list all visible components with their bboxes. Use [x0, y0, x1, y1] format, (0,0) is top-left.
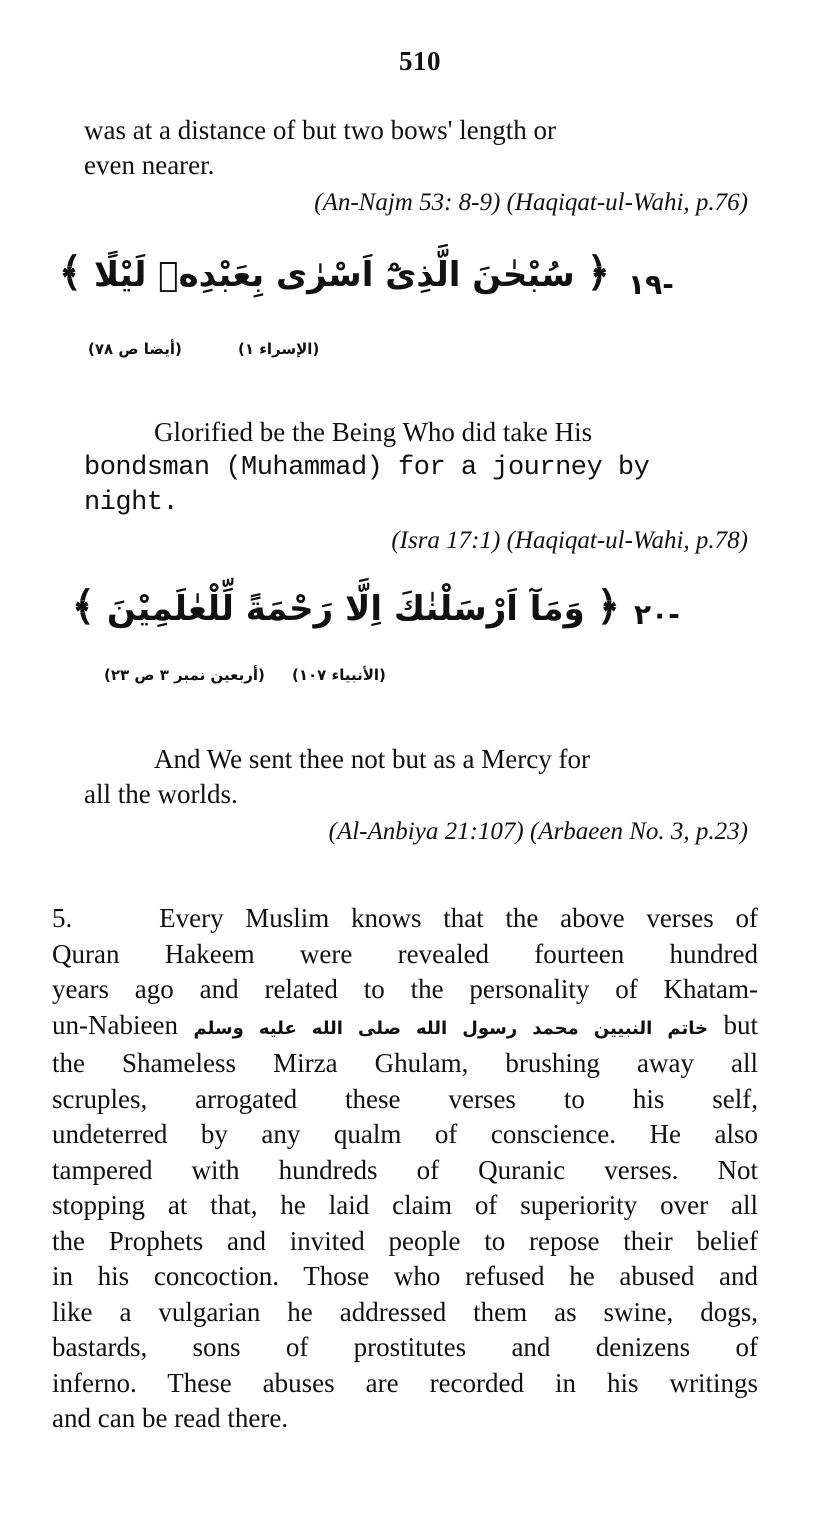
text-segment: but [723, 1009, 759, 1040]
verse-text: وَمَآ اَرْسَلْنٰكَ اِلَّا رَحْمَةً لِّلْعٰلَمِيْنَ [106, 589, 585, 629]
citation: (An-Najm 53: 8-9) (Haqiqat-ul-Wahi, p.76) [314, 189, 748, 216]
book-reference: (أيضا ص ٧٨) [88, 340, 182, 358]
paragraph-line: like a vulgarian he addressed them as swine, dogs, [52, 1296, 758, 1327]
paragraph-line: stopping at that, he laid claim of superiority over all [52, 1190, 758, 1220]
paragraph-line: in his concoction. Those who refused he abused and [52, 1261, 758, 1291]
citation: (Al-Anbiya 21:107) (Arbaeen No. 3, p.23) [328, 818, 748, 845]
arabic-verse-19 [58, 250, 610, 296]
ornate-brace-left: ﴾ [58, 250, 83, 296]
verse-number: -١٩ [628, 268, 674, 301]
arabic-salutation: خاتم النبيين محمد رسول الله صلى الله عليه وسلم [193, 1017, 708, 1039]
paragraph-line: inferno. These abuses are recorded in his writings [52, 1367, 758, 1398]
text-line: even nearer. [84, 150, 215, 180]
ornate-brace-right: ﴿ [586, 250, 610, 296]
paragraph-line: Quran Hakeem were revealed fourteen hundred [52, 938, 758, 969]
paragraph-line: scruples, arrogated these verses to his self, [52, 1083, 758, 1114]
paragraph-line: bastards, sons of prostitutes and denizens of [52, 1332, 758, 1362]
text-segment: un-Nabieen [52, 1009, 178, 1040]
paragraph-line: 5. Every Muslim knows that the above verses of [52, 903, 758, 933]
translation-line: Glorified be the Being Who did take His [154, 417, 593, 447]
arabic-verse-20 [71, 584, 620, 630]
ornate-brace-left: ﴾ [71, 584, 96, 630]
surah-reference: (الأنبياء ١٠٧) [292, 666, 386, 684]
book-reference: (أربعين نمبر ٣ ص ٢٣) [104, 666, 265, 684]
ornate-brace-right: ﴿ [596, 584, 620, 630]
surah-reference: (الإسراء ١) [238, 340, 320, 358]
verse-text: سُبْحٰنَ الَّذِىْٓ اَسْرٰى بِعَبْدِهٖ لَيْلًا [93, 255, 575, 295]
translation-line: And We sent thee not but as a Mercy for [154, 744, 590, 774]
paragraph-line-mixed [52, 1008, 758, 1047]
translation-line: all the worlds. [84, 779, 238, 809]
paragraph-line: the Prophets and invited people to repose their belief [52, 1225, 758, 1256]
paragraph-line: undeterred by any qualm of conscience. He also [52, 1119, 758, 1149]
paragraph-line: tampered with hundreds of Quranic verses. Not [52, 1154, 758, 1185]
paragraph-line: the Shameless Mirza Ghulam, brushing away all [52, 1048, 758, 1078]
translation-line: night. [84, 488, 179, 518]
page-number: 510 [399, 46, 441, 76]
paragraph-line: years ago and related to the personality of Khatam- [52, 974, 758, 1004]
text-line: was at a distance of but two bows' length or [84, 115, 557, 145]
citation: (Isra 17:1) (Haqiqat-ul-Wahi, p.78) [391, 527, 748, 554]
paragraph-5 [52, 901, 758, 1437]
paragraph-line: and can be read there. [52, 1403, 289, 1433]
translation-line: bondsman (Muhammad) for a journey by [84, 453, 650, 483]
verse-number: -٢٠ [634, 598, 680, 631]
